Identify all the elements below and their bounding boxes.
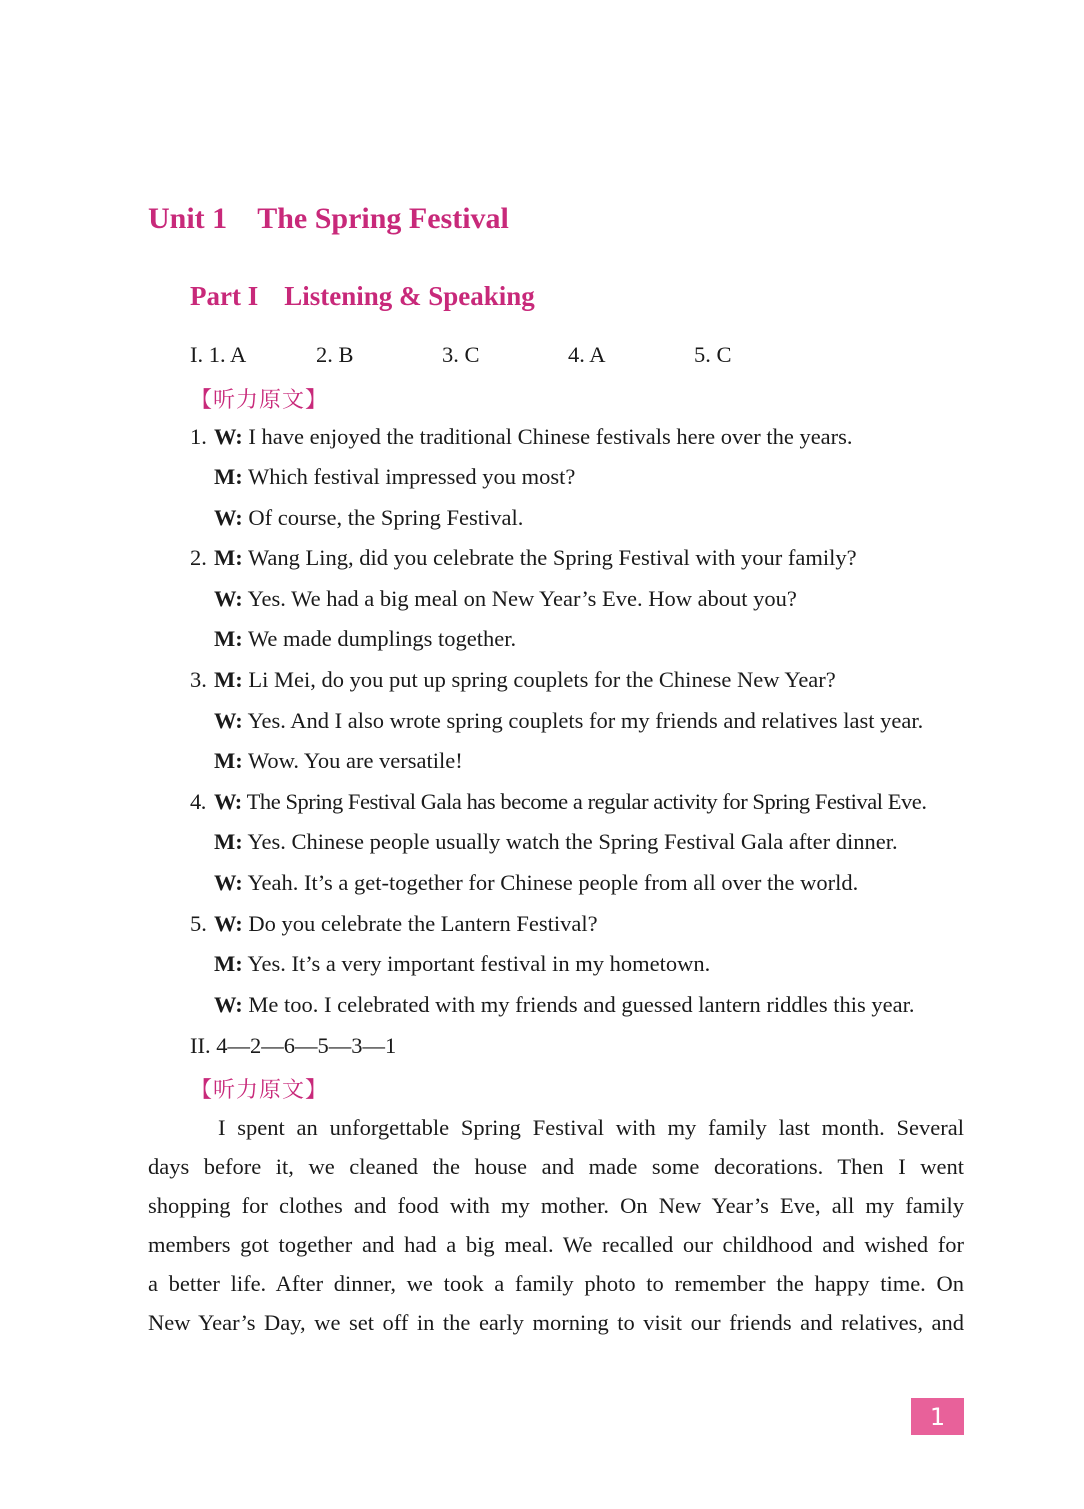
answer-item: 3. C <box>442 342 480 367</box>
unit-title <box>148 202 509 236</box>
speaker-label: M: <box>214 545 243 570</box>
speaker-label: W: <box>214 708 243 733</box>
paragraph-line: New Year’s Day, we set off in the early morning to visit our friends and relatives, and <box>148 1310 964 1335</box>
dialogue-line <box>190 424 853 450</box>
paragraph-line: members got together and had a big meal. We recalled our childhood and wished for <box>148 1232 964 1257</box>
line-text: I have enjoyed the traditional Chinese festivals here over the years. <box>248 424 853 449</box>
line-text: Li Mei, do you put up spring couplets for the Chinese New Year? <box>248 667 836 692</box>
speaker-label: W: <box>214 870 243 895</box>
dialogue-line <box>214 708 923 734</box>
part-name: Listening & Speaking <box>284 281 535 311</box>
dialogue-number: 5. <box>190 911 207 936</box>
dialogue-line <box>190 789 927 815</box>
line-text: Wow. You are versatile! <box>247 748 463 773</box>
line-text: We made dumplings together. <box>247 626 517 651</box>
paragraph-line: I spent an unforgettable Spring Festival with my family last month. Several <box>218 1115 964 1140</box>
answer-item: I. 1. A <box>190 342 247 367</box>
dialogue-line <box>190 911 598 937</box>
speaker-label: W: <box>214 911 243 936</box>
part-number: Part I <box>190 281 259 311</box>
transcript-heading-1: 【听力原文】 <box>190 388 329 413</box>
line-text: Yes. It’s a very important festival in my hometown. <box>247 951 711 976</box>
line-text: Yes. And I also wrote spring couplets for my friends and relatives last year. <box>247 708 924 733</box>
speaker-label: W: <box>214 789 242 814</box>
dialogue-line <box>214 626 516 652</box>
answer-item: 5. C <box>694 342 732 367</box>
dialogue-line <box>214 951 710 977</box>
line-text: Wang Ling, did you celebrate the Spring Festival with your family? <box>247 545 857 570</box>
answer-item: 4. A <box>568 342 606 367</box>
dialogue-line <box>190 667 836 693</box>
dialogue-line <box>214 586 797 612</box>
answer-item: 2. B <box>316 342 354 367</box>
dialogue-number: 3. <box>190 667 207 692</box>
speaker-label: W: <box>214 992 243 1017</box>
unit-number: Unit 1 <box>148 202 228 235</box>
dialogue-line <box>214 870 858 896</box>
speaker-label: W: <box>214 424 243 449</box>
dialogue-line <box>214 464 575 490</box>
speaker-label: M: <box>214 748 243 773</box>
speaker-label: W: <box>214 505 243 530</box>
dialogue-line <box>214 505 523 531</box>
line-text: Me too. I celebrated with my friends and guessed lantern riddles this year. <box>248 992 915 1017</box>
speaker-label: M: <box>214 464 243 489</box>
paragraph-line: shopping for clothes and food with my mother. On New Year’s Eve, all my family <box>148 1193 964 1218</box>
page-number-badge: 1 <box>911 1398 964 1435</box>
dialogue-number: 1. <box>190 424 207 449</box>
speaker-label: M: <box>214 829 243 854</box>
part-title <box>190 281 535 312</box>
dialogue-line <box>190 545 857 571</box>
line-text: Yes. We had a big meal on New Year’s Eve. How about you? <box>247 586 797 611</box>
paragraph-line: days before it, we cleaned the house and made some decorations. Then I went <box>148 1154 964 1179</box>
paragraph-line: a better life. After dinner, we took a family photo to remember the happy time. On <box>148 1271 964 1296</box>
speaker-label: M: <box>214 667 243 692</box>
speaker-label: W: <box>214 586 243 611</box>
line-text: The Spring Festival Gala has become a regular activity for Spring Festival Eve. <box>246 789 927 814</box>
speaker-label: M: <box>214 951 243 976</box>
dialogue-line <box>214 748 463 774</box>
speaker-label: M: <box>214 626 243 651</box>
transcript-heading-2: 【听力原文】 <box>190 1078 329 1103</box>
line-text: Of course, the Spring Festival. <box>248 505 524 530</box>
line-text: Yes. Chinese people usually watch the Spring Festival Gala after dinner. <box>247 829 898 854</box>
line-text: Yeah. It’s a get-together for Chinese people from all over the world. <box>247 870 859 895</box>
line-text: Which festival impressed you most? <box>247 464 576 489</box>
line-text: Do you celebrate the Lantern Festival? <box>248 911 598 936</box>
dialogue-number: 4. <box>190 789 206 814</box>
unit-name: The Spring Festival <box>257 202 509 235</box>
transcript-paragraph <box>148 1108 964 1342</box>
dialogue-number: 2. <box>190 545 207 570</box>
dialogue-line <box>214 829 898 855</box>
section2-answer: II. 4—2—6—5—3—1 <box>190 1033 397 1058</box>
dialogue-line <box>214 992 914 1018</box>
